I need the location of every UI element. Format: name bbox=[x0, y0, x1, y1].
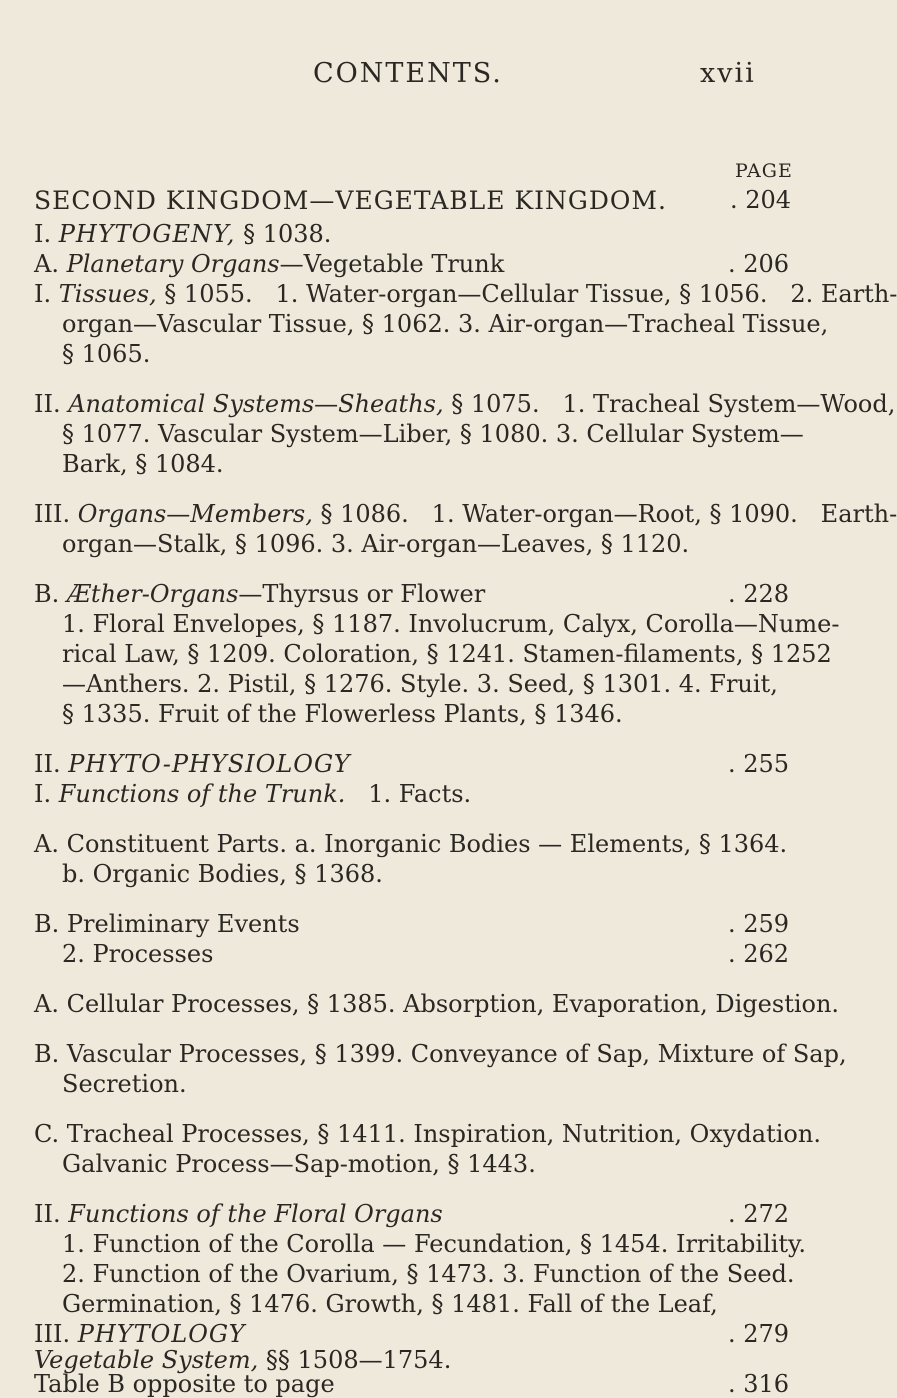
toc-text-line: —Anthers. 2. Pistil, § 1276. Style. 3. Seed, § 1301. 4. Fruit, bbox=[62, 670, 778, 698]
toc-text-line: organ—Stalk, § 1096. 3. Air-organ—Leaves, § 1120. bbox=[62, 530, 690, 558]
toc-page-279: . 279 bbox=[728, 1320, 790, 1348]
toc-text-line: Germination, § 1476. Growth, § 1481. Fall of the Leaf, bbox=[62, 1290, 718, 1318]
toc-planetary-organs: A. Planetary Organs—Vegetable Trunk bbox=[34, 250, 505, 278]
toc-text-line: § 1065. bbox=[62, 340, 151, 368]
toc-functions-trunk: I. Functions of the Trunk. 1. Facts. bbox=[34, 780, 472, 808]
toc-phyto-physiology-heading: II. PHYTO-PHYSIOLOGY bbox=[34, 750, 351, 778]
toc-text-line: B. Preliminary Events bbox=[34, 910, 300, 938]
toc-text-line: Table B opposite to page bbox=[34, 1370, 335, 1398]
toc-vegetable-system: Vegetable System, §§ 1508—1754. bbox=[34, 1346, 452, 1374]
toc-floral-organs: II. Functions of the Floral Organs bbox=[34, 1200, 443, 1228]
toc-page-316: . 316 bbox=[728, 1370, 790, 1398]
toc-text-line: Bark, § 1084. bbox=[62, 450, 224, 478]
toc-text-line: 2. Function of the Ovarium, § 1473. 3. Function of the Seed. bbox=[62, 1260, 795, 1288]
toc-phytogeny-heading: I. PHYTOGENY, § 1038. bbox=[34, 220, 332, 248]
toc-aether-organs: B. Æther-Organs—Thyrsus or Flower bbox=[34, 580, 486, 608]
toc-text-line: 1. Function of the Corolla — Fecundation, § 1454. Irritability. bbox=[62, 1230, 807, 1258]
toc-text-line: Galvanic Process—Sap-motion, § 1443. bbox=[62, 1150, 536, 1178]
toc-phytology-heading: III. PHYTOLOGY bbox=[34, 1320, 246, 1348]
toc-page-206: . 206 bbox=[728, 250, 790, 278]
toc-text-line: b. Organic Bodies, § 1368. bbox=[62, 860, 383, 888]
toc-text-line: 2. Processes bbox=[62, 940, 214, 968]
page-column-label: PAGE bbox=[735, 160, 793, 182]
toc-page-259: . 259 bbox=[728, 910, 790, 938]
toc-page-272: . 272 bbox=[728, 1200, 790, 1228]
section-page: . 204 bbox=[730, 186, 792, 214]
toc-text-line: A. Cellular Processes, § 1385. Absorption, Evaporation, Digestion. bbox=[34, 990, 840, 1018]
toc-text-line: B. Vascular Processes, § 1399. Conveyance of Sap, Mixture of Sap, bbox=[34, 1040, 847, 1068]
toc-page-228: . 228 bbox=[728, 580, 790, 608]
toc-text-line: Secretion. bbox=[62, 1070, 187, 1098]
running-head-title: CONTENTS. bbox=[313, 58, 503, 89]
section-title: SECOND KINGDOM—VEGETABLE KINGDOM. bbox=[34, 186, 667, 215]
toc-page-262: . 262 bbox=[728, 940, 790, 968]
toc-text-line: C. Tracheal Processes, § 1411. Inspiration, Nutrition, Oxydation. bbox=[34, 1120, 821, 1148]
toc-text-line: rical Law, § 1209. Coloration, § 1241. Stamen-filaments, § 1252 bbox=[62, 640, 832, 668]
toc-text-line: A. Constituent Parts. a. Inorganic Bodies — Elements, § 1364. bbox=[34, 830, 788, 858]
running-head-page-number: xvii bbox=[700, 58, 756, 89]
toc-text-line: organ—Vascular Tissue, § 1062. 3. Air-organ—Tracheal Tissue, bbox=[62, 310, 829, 338]
toc-anatomical-systems-line: II. Anatomical Systems—Sheaths, § 1075. 1. Tracheal System—Wood, bbox=[34, 390, 896, 418]
toc-page-255: . 255 bbox=[728, 750, 790, 778]
toc-text-line: 1. Floral Envelopes, § 1187. Involucrum, Calyx, Corolla—Nume- bbox=[62, 610, 840, 638]
toc-text-line: § 1077. Vascular System—Liber, § 1080. 3. Cellular System— bbox=[62, 420, 804, 448]
toc-organs-members-line: III. Organs—Members, § 1086. 1. Water-organ—Root, § 1090. Earth- bbox=[34, 500, 897, 528]
toc-tissues-line: I. Tissues, § 1055. 1. Water-organ—Cellular Tissue, § 1056. 2. Earth- bbox=[34, 280, 897, 308]
toc-text-line: § 1335. Fruit of the Flowerless Plants, § 1346. bbox=[62, 700, 623, 728]
